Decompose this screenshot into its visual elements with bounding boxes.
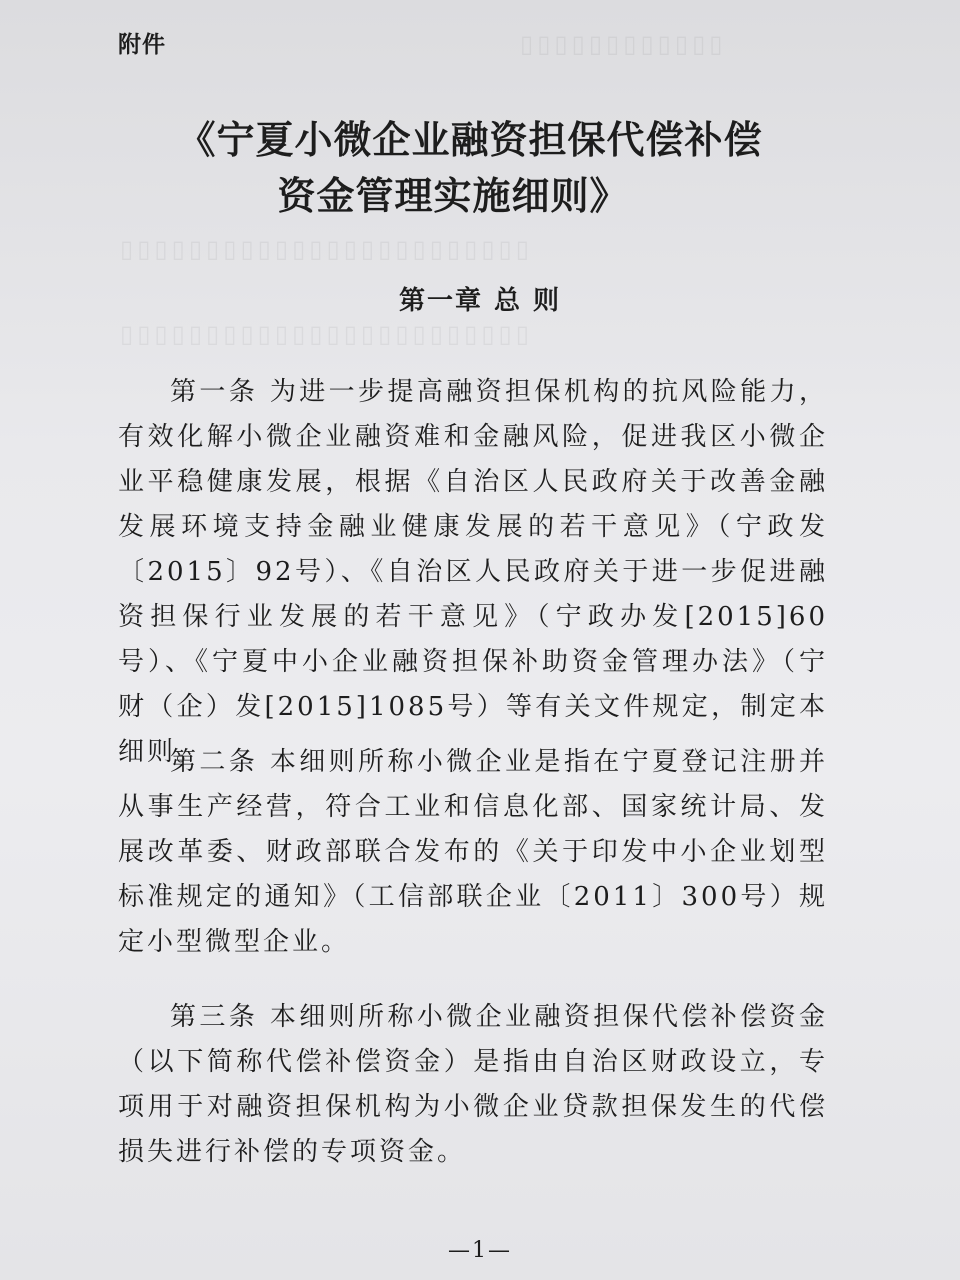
article-paragraph-1: 第一条 为进一步提高融资担保机构的抗风险能力，有效化解小微企业融资难和金融风险，促进我区小微企业平稳健康发展，根据《自治区人民政府关于改善金融发展环境支持金融业健康发展的若干意见》（宁政发〔2015〕92号）、《自治区人民政府关于进一步促进融资担保行业发展的若干意见》（宁政办发[2015]60号）、《宁夏中小企业融资担保补助资金管理办法》（宁财（企）发[2015]1085号）等有关文件规定，制定本细则。 bbox=[118, 377, 828, 767]
bleed-through-shadow: ▯▯▯▯▯▯▯▯▯▯▯▯▯▯▯▯▯▯▯▯▯▯▯▯ bbox=[120, 320, 533, 348]
document-title bbox=[0, 112, 960, 224]
bleed-through-shadow: ▯▯▯▯▯▯▯▯▯▯▯▯▯▯▯▯▯▯▯▯▯▯▯▯ bbox=[120, 235, 533, 263]
chapter-heading: 第一章 总 则 bbox=[398, 286, 562, 316]
document-title-line-1: 《宁夏小微企业融资担保代偿补偿 bbox=[177, 118, 763, 162]
page-number: —1— bbox=[448, 1238, 512, 1263]
attachment-label: 附件 bbox=[118, 32, 166, 58]
bleed-through-shadow: ▯▯▯▯▯▯▯▯▯▯▯▯ bbox=[520, 30, 727, 58]
document-title-line-2: 资金管理实施细则》 bbox=[277, 174, 629, 218]
article-paragraph-2: 第二条 本细则所称小微企业是指在宁夏登记注册并从事生产经营，符合工业和信息化部、国家统计局、发展改革委、财政部联合发布的《关于印发中小企业划型标准规定的通知》（工信部联企业〔2011〕300号）规定小型微型企业。 bbox=[118, 747, 828, 957]
article-paragraph-3: 第三条 本细则所称小微企业融资担保代偿补偿资金（以下简称代偿补偿资金）是指由自治区财政设立，专项用于对融资担保机构为小微企业贷款担保发生的代偿损失进行补偿的专项资金。 bbox=[118, 1002, 828, 1167]
